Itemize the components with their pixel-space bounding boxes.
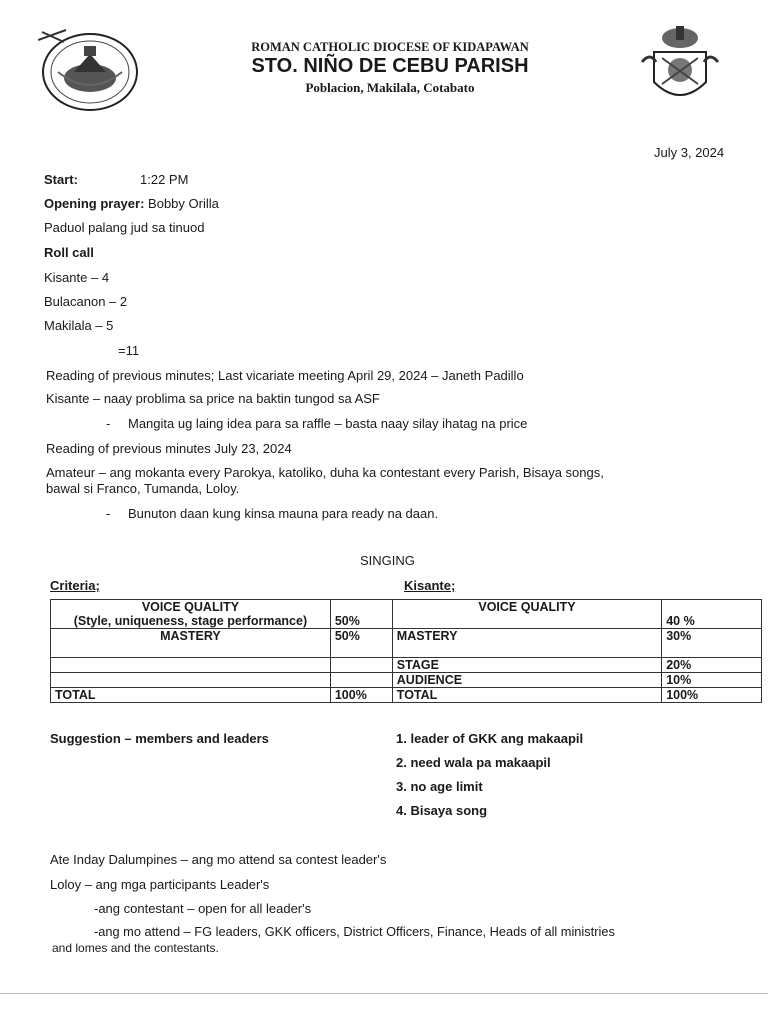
suggestion-item: 4. Bisaya song xyxy=(396,803,488,818)
diocese-name: ROMAN CATHOLIC DIOCESE OF KIDAPAWAN xyxy=(251,40,529,54)
bullet-dash: - xyxy=(106,416,111,431)
criteria-table xyxy=(50,599,762,703)
suggestion-item: 1. leader of GKK ang makaapil xyxy=(396,731,584,746)
criteria-label: Criteria; xyxy=(50,578,100,593)
roll-call-item: Bulacanon – 2 xyxy=(44,294,128,309)
bunuton-note: Bunuton daan kung kinsa mauna para ready na daan. xyxy=(128,506,439,521)
kisante-label: Kisante; xyxy=(404,578,456,593)
roll-call-item: Makilala – 5 xyxy=(44,318,114,333)
left-total: TOTAL xyxy=(51,688,331,703)
kisante-note: Kisante – naay problima sa price na baktin tungod sa ASF xyxy=(46,391,380,406)
parish-name: STO. NIÑO DE CEBU PARISH xyxy=(251,55,529,77)
contestant-note: -ang contestant – open for all leader's xyxy=(94,901,312,916)
suggestion-item: 2. need wala pa makaapil xyxy=(396,755,551,770)
right-total: TOTAL xyxy=(392,688,661,703)
raffle-note: Mangita ug laing idea para sa raffle – basta naay silay ihatag na price xyxy=(128,416,528,431)
left-voice-subtext: (Style, uniqueness, stage performance) xyxy=(73,614,308,628)
parish-seal-logo xyxy=(640,22,720,112)
amateur-note-line2: bawal si Franco, Tumanda, Loloy. xyxy=(46,481,240,496)
right-mastery: MASTERY xyxy=(392,629,661,658)
line-paduol: Paduol palang jud sa tinuod xyxy=(44,220,205,235)
empty-cell xyxy=(330,673,392,688)
right-mastery-pct: 30% xyxy=(662,629,762,658)
loloy-note: Loloy – ang mga participants Leader's xyxy=(50,877,270,892)
opening-prayer-name: Bobby Orilla xyxy=(148,196,219,211)
right-total-pct: 100% xyxy=(662,688,762,703)
roll-call-total: =11 xyxy=(118,343,140,358)
empty-cell xyxy=(51,658,331,673)
opening-prayer-label: Opening prayer: xyxy=(44,196,145,211)
left-mastery-pct: 50% xyxy=(330,629,392,658)
parish-address: Poblacion, Makilala, Cotabato xyxy=(305,80,475,95)
reading-previous-minutes-1: Reading of previous minutes; Last vicariate meeting April 29, 2024 – Janeth Padillo xyxy=(46,368,524,383)
right-stage-pct: 20% xyxy=(662,658,762,673)
left-voice-pct: 50% xyxy=(330,600,392,629)
scan-edge-line xyxy=(0,993,768,994)
left-mastery: MASTERY xyxy=(51,629,331,658)
opening-prayer xyxy=(44,196,219,212)
reading-previous-minutes-2: Reading of previous minutes July 23, 2024 xyxy=(46,441,292,456)
table-row xyxy=(51,600,762,629)
suggestion-label: Suggestion – members and leaders xyxy=(50,731,269,746)
left-total-pct: 100% xyxy=(330,688,392,703)
mo-attend-note-line2: and lomes and the contestants. xyxy=(52,941,219,955)
start-label: Start: xyxy=(44,172,78,187)
right-voice-quality: VOICE QUALITY xyxy=(392,600,661,629)
bullet-dash: - xyxy=(106,506,111,521)
roll-call-label: Roll call xyxy=(44,245,94,260)
amateur-note-line1: Amateur – ang mokanta every Parokya, katoliko, duha ka contestant every Parish, Bisaya songs, xyxy=(46,465,604,480)
right-voice-pct: 40 % xyxy=(662,600,762,629)
empty-cell xyxy=(51,673,331,688)
diocese-seal-logo xyxy=(38,28,142,112)
right-audience-pct: 10% xyxy=(662,673,762,688)
suggestion-item: 3. no age limit xyxy=(396,779,483,794)
right-stage: STAGE xyxy=(392,658,661,673)
table-row xyxy=(51,629,762,658)
start-time: 1:22 PM xyxy=(140,172,189,187)
empty-cell xyxy=(330,658,392,673)
singing-title: SINGING xyxy=(360,553,415,568)
table-row xyxy=(51,658,762,673)
right-audience: AUDIENCE xyxy=(392,673,661,688)
mo-attend-note-line1: -ang mo attend – FG leaders, GKK officers, District Officers, Finance, Heads of all ministries xyxy=(94,924,615,939)
table-row xyxy=(51,688,762,703)
roll-call-item: Kisante – 4 xyxy=(44,270,110,285)
left-voice-quality: VOICE QUALITY (Style, uniqueness, stage performance) xyxy=(51,600,331,629)
ate-inday-note: Ate Inday Dalumpines – ang mo attend sa contest leader's xyxy=(50,852,387,867)
table-row xyxy=(51,673,762,688)
document-date: July 3, 2024 xyxy=(654,145,725,160)
